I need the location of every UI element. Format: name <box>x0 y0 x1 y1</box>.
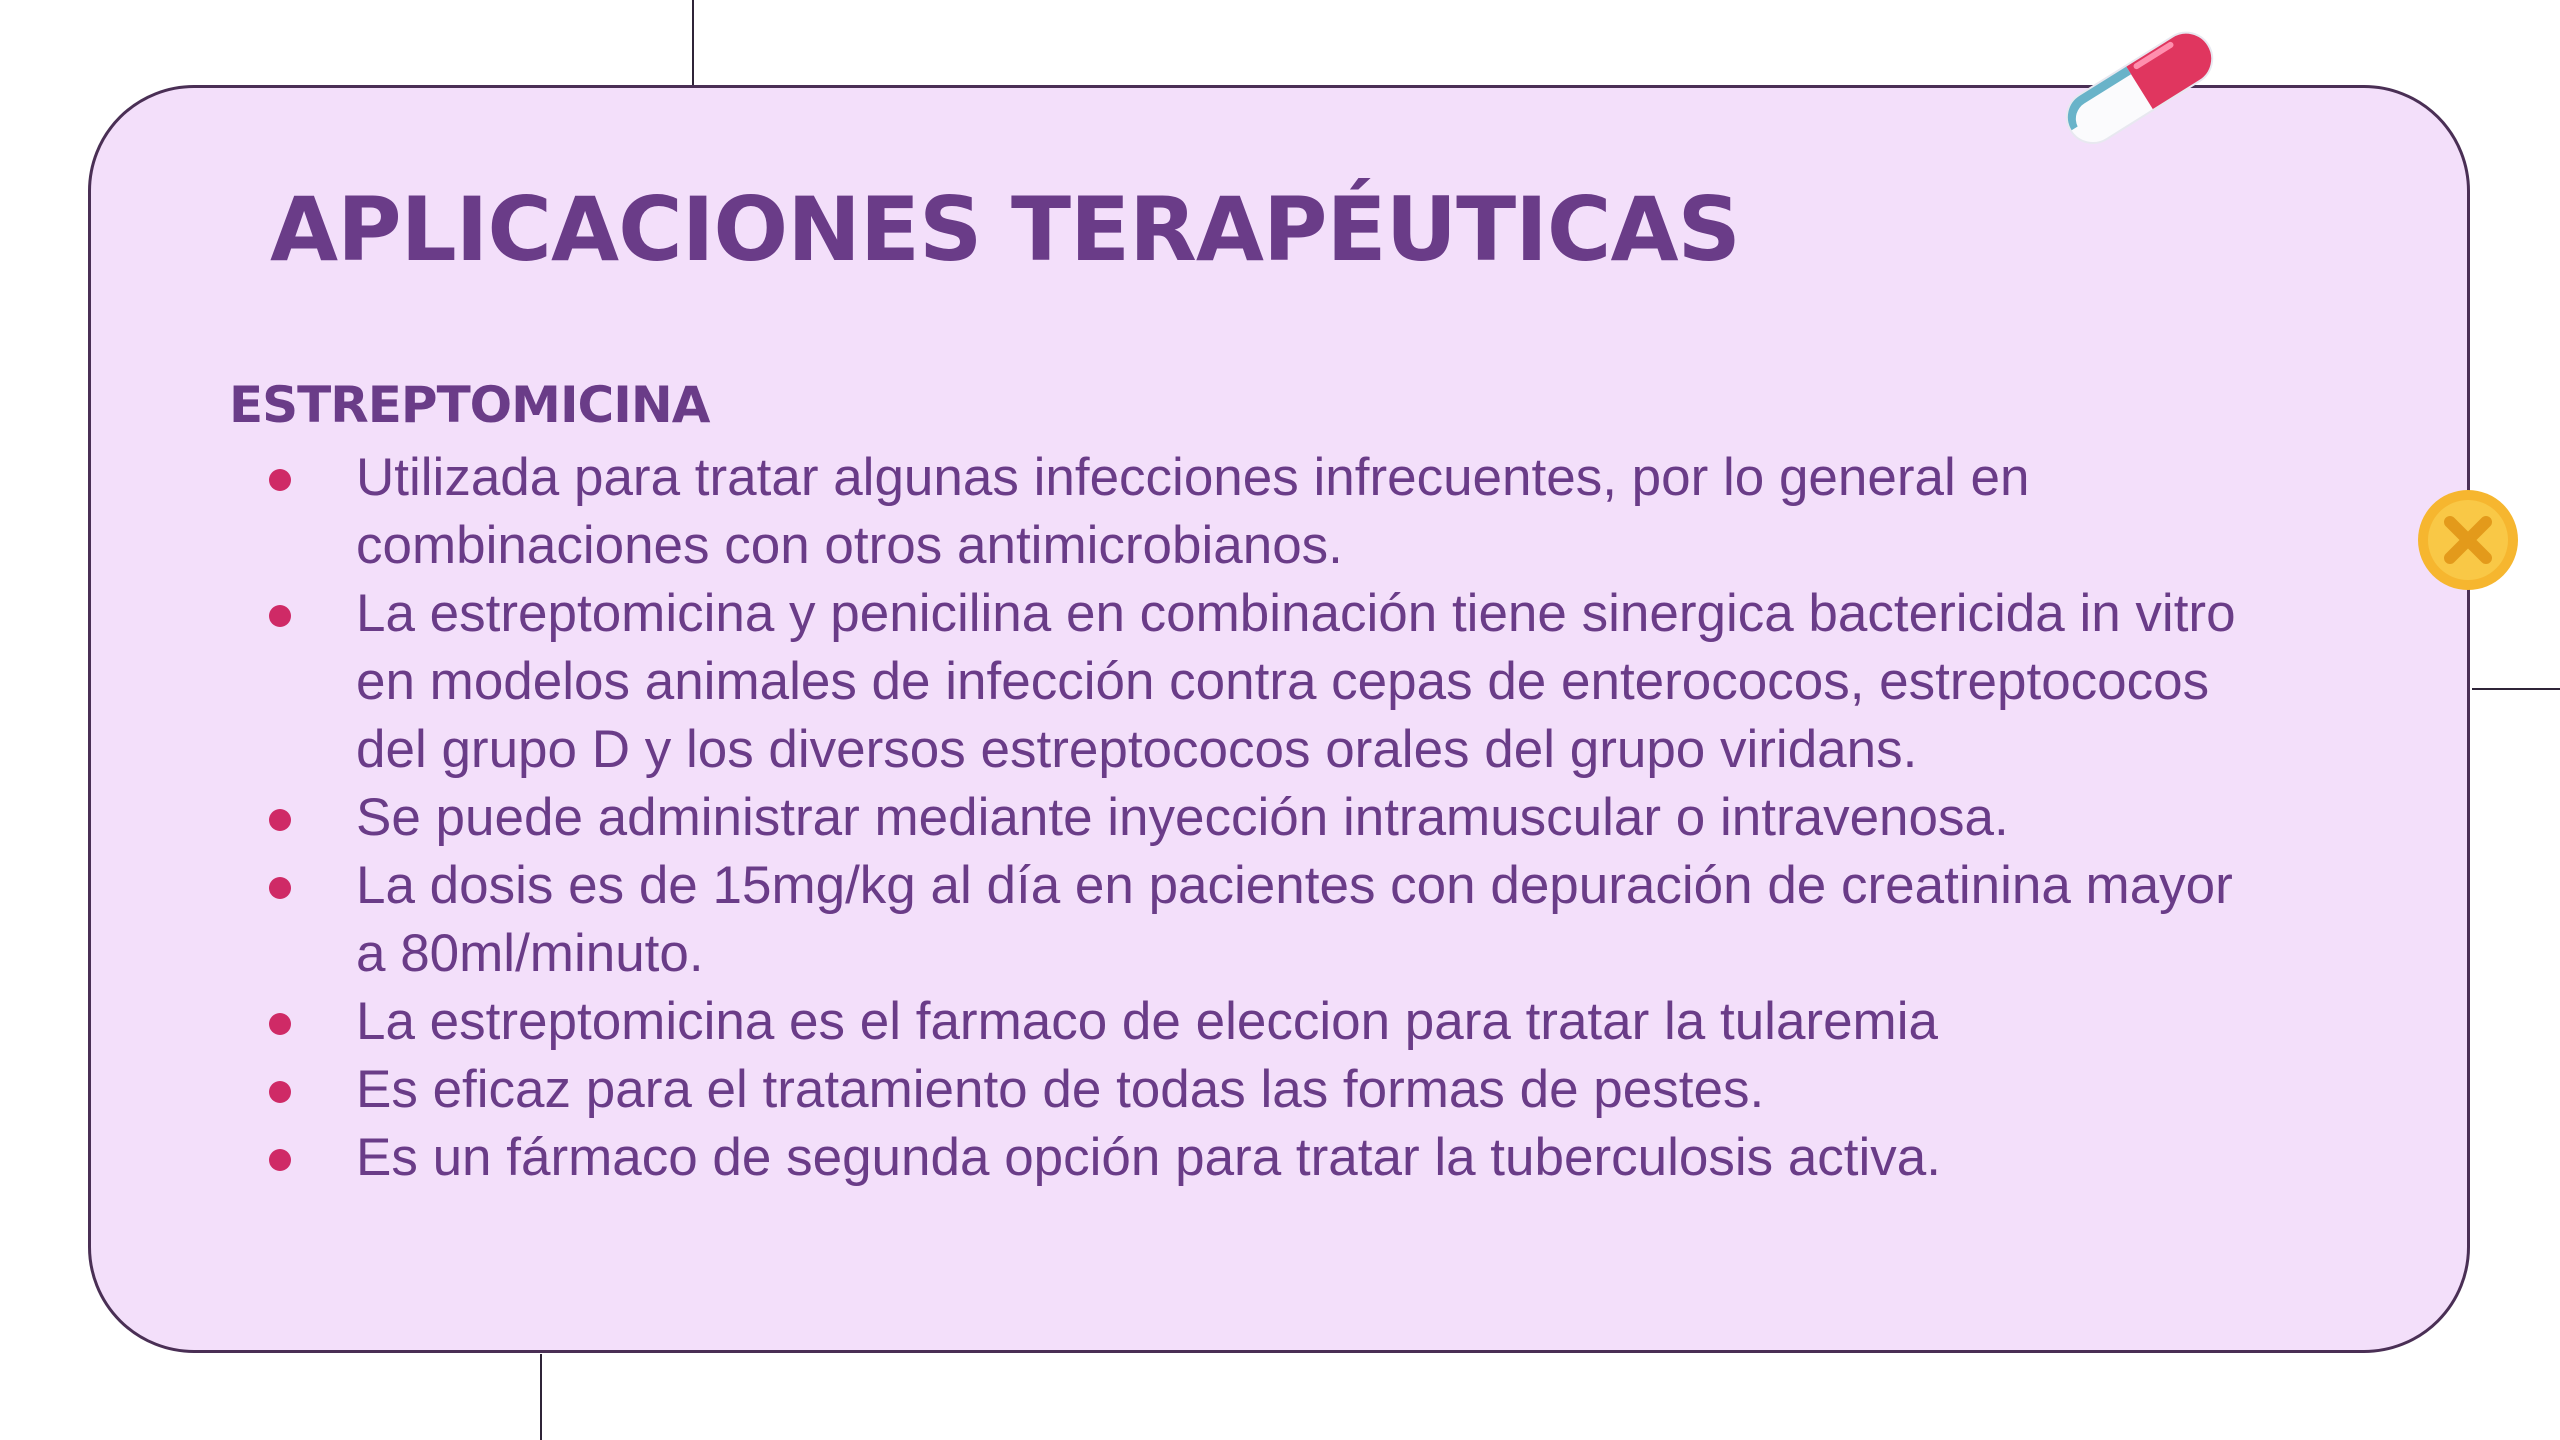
decorative-line-right <box>2472 688 2560 690</box>
bullet-dot-icon <box>269 1081 291 1103</box>
decorative-line-bottom <box>540 1354 542 1440</box>
list-item <box>0 580 2256 784</box>
list-item <box>0 444 2256 580</box>
list-item <box>0 1056 2256 1124</box>
list-item <box>0 988 2256 1056</box>
bullet-dot-icon <box>269 1149 291 1171</box>
gold-x-coin-icon <box>2416 488 2520 592</box>
list-item <box>0 1124 2256 1192</box>
bullet-dot-icon <box>269 469 291 491</box>
list-item <box>0 784 2256 852</box>
pill-capsule-icon <box>2044 22 2234 152</box>
slide-title: APLICACIONES TERAPÉUTICAS <box>270 178 1740 281</box>
bullet-list <box>0 444 2400 1192</box>
bullet-text: La dosis es de 15mg/kg al día en pacientes con depuración de creatinina mayor a 80ml/minuto. <box>356 856 2233 983</box>
drug-subtitle: ESTREPTOMICINA <box>229 376 710 434</box>
decorative-line-top <box>692 0 694 86</box>
bullet-text: La estreptomicina y penicilina en combinación tiene sinergica bactericida in vitro en modelos animales de infección contra cepas de enterococos, estreptococos del grupo D y los diversos estreptococos orales del grupo viridans. <box>356 584 2236 779</box>
bullet-dot-icon <box>269 877 291 899</box>
bullet-text: La estreptomicina es el farmaco de eleccion para tratar la tularemia <box>356 992 1938 1051</box>
bullet-dot-icon <box>269 1013 291 1035</box>
bullet-dot-icon <box>269 605 291 627</box>
bullet-text: Es un fármaco de segunda opción para tratar la tuberculosis activa. <box>356 1128 1942 1187</box>
bullet-text: Es eficaz para el tratamiento de todas las formas de pestes. <box>356 1060 1765 1119</box>
list-item <box>0 852 2256 988</box>
bullet-text: Utilizada para tratar algunas infecciones infrecuentes, por lo general en combinaciones con otros antimicrobianos. <box>356 448 2030 575</box>
bullet-text: Se puede administrar mediante inyección intramuscular o intravenosa. <box>356 788 2009 847</box>
bullet-dot-icon <box>269 809 291 831</box>
